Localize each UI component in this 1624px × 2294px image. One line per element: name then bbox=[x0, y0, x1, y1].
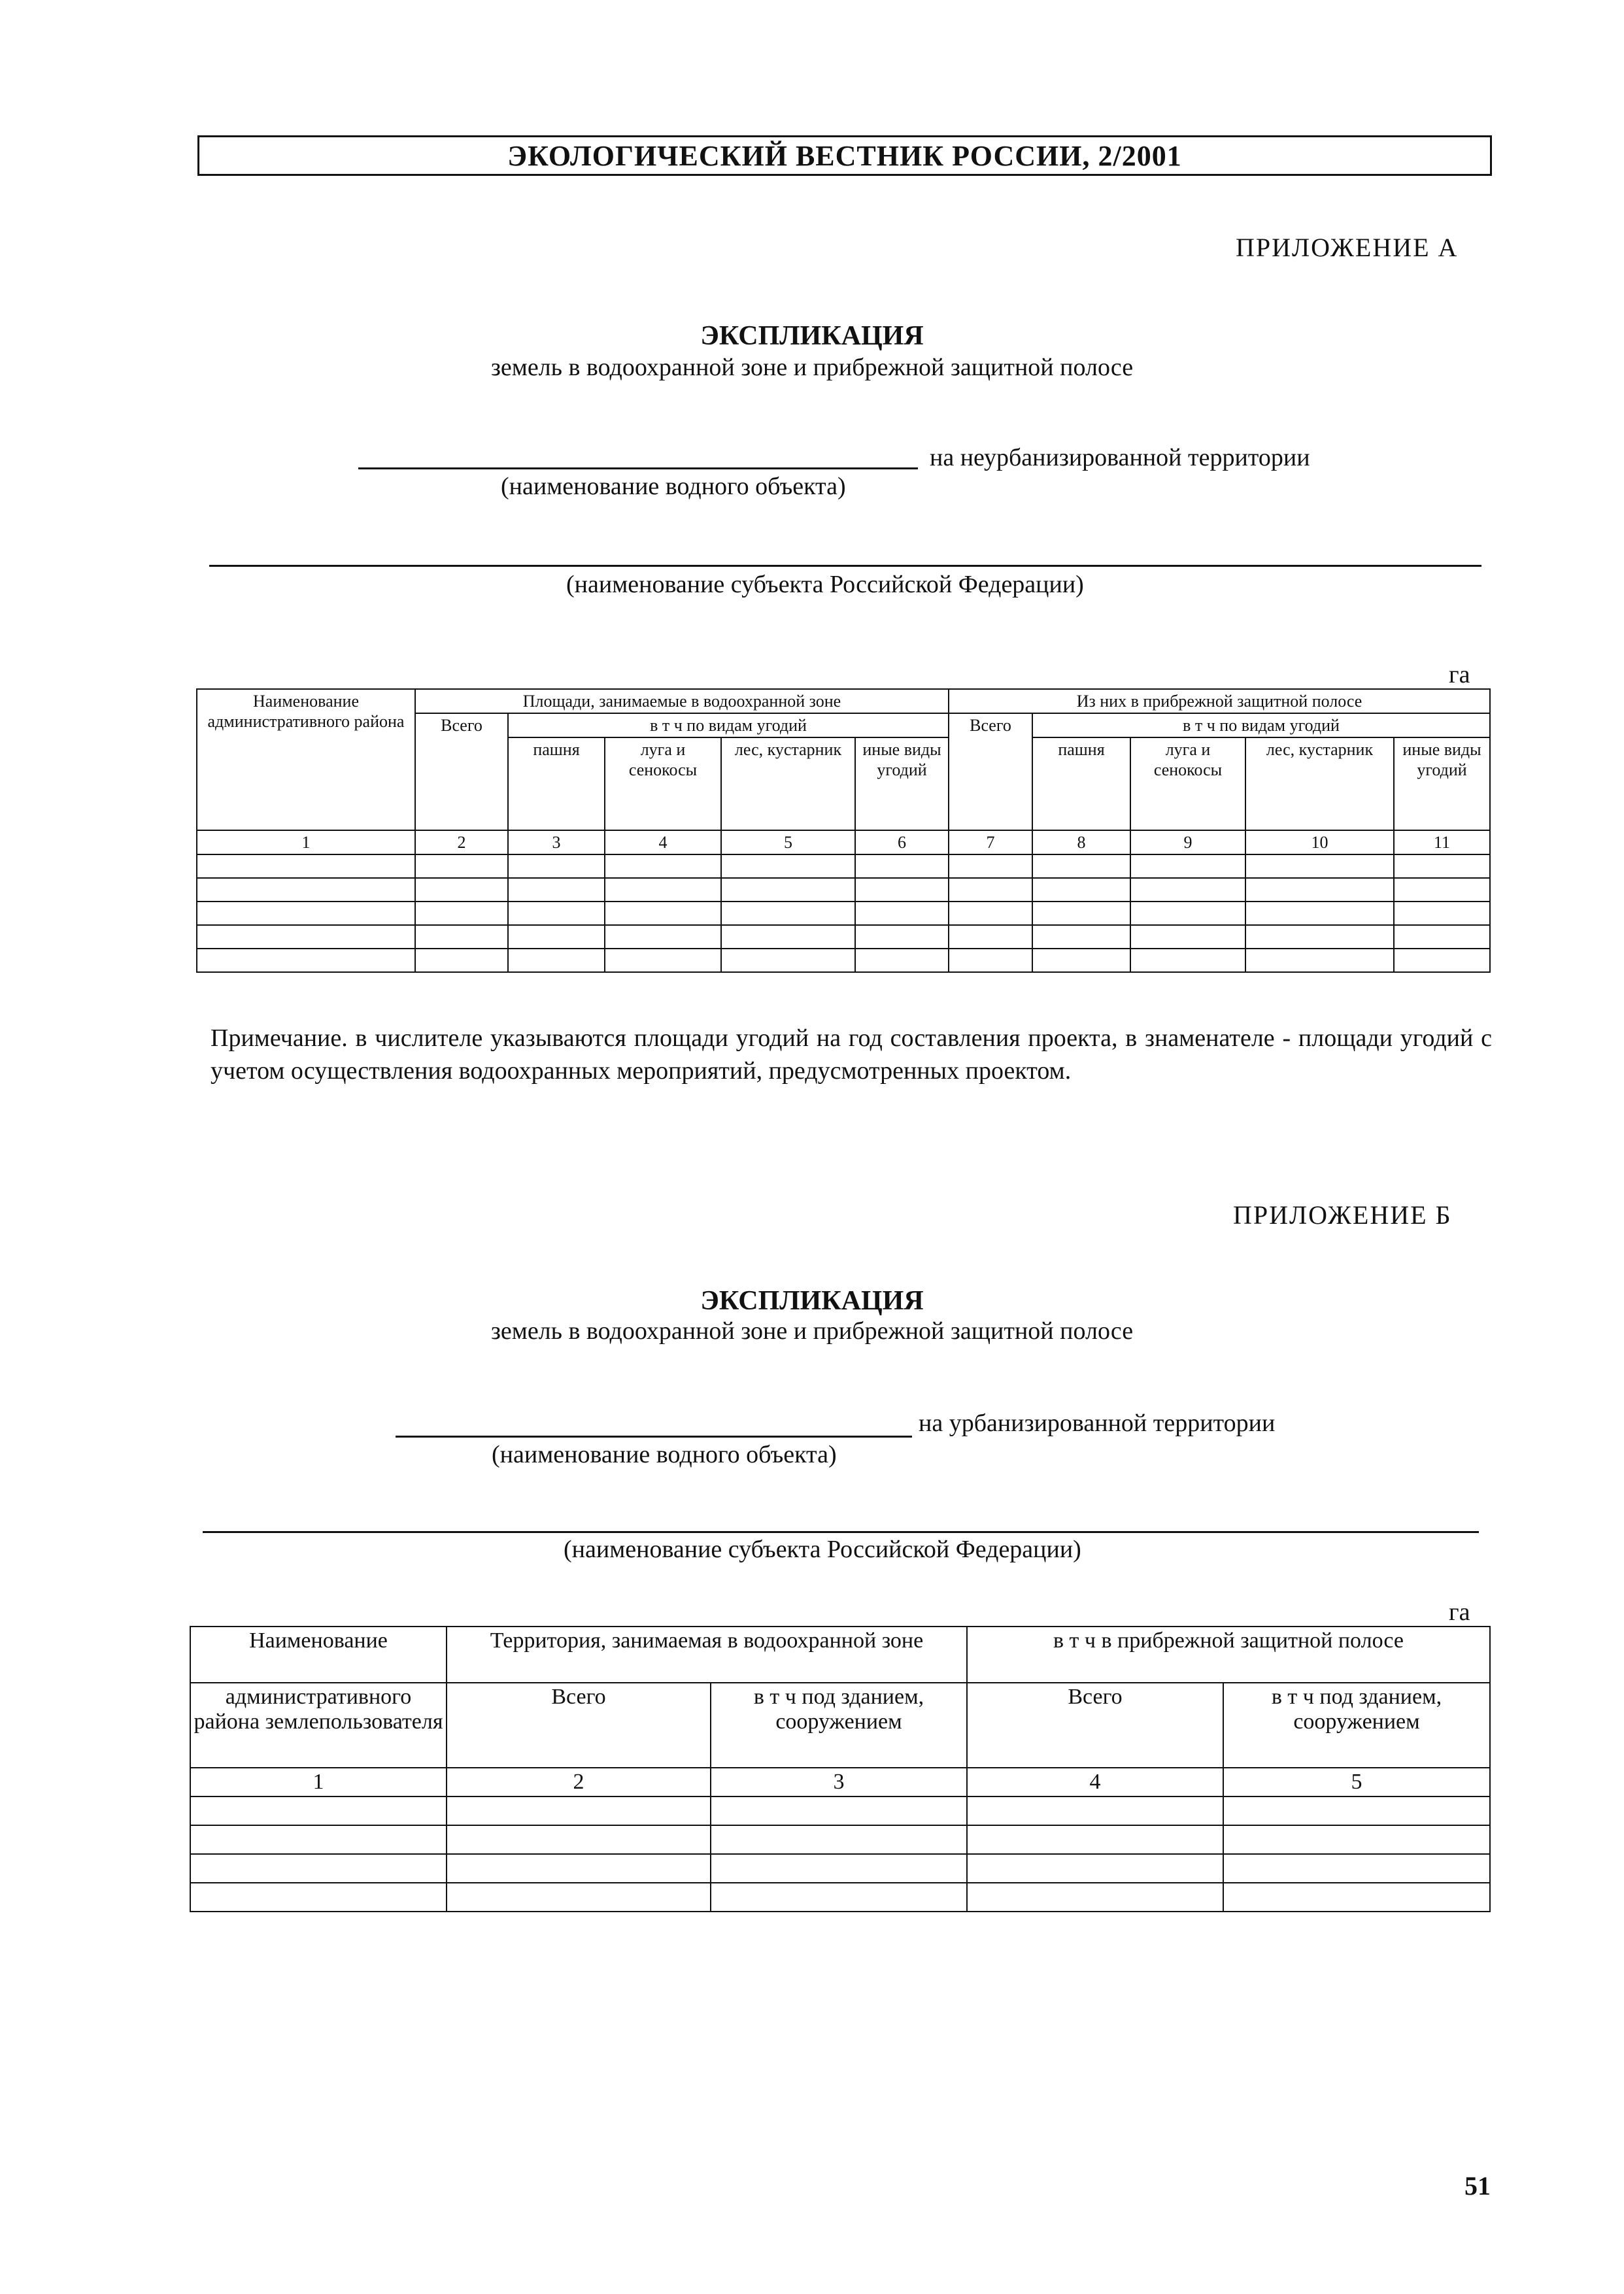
strip-total-header: Всего bbox=[949, 713, 1032, 830]
col-name-header: Наименование bbox=[190, 1627, 447, 1683]
col-number: 5 bbox=[1223, 1768, 1490, 1796]
subject-caption: (наименование субъекта Российской Федерации) bbox=[566, 571, 1084, 598]
zone-by-type-header: в т ч по видам угодий bbox=[508, 713, 949, 737]
note-paragraph: Примечание. в числителе указываются площади угодий на год составления проекта, в знаменателе - площади угодий с учетом осуществления водоохранных мероприятий, предусмотренных проектом. bbox=[211, 1024, 1492, 1085]
page-number: 51 bbox=[1464, 2171, 1491, 2201]
water-object-caption: (наименование водного объекта) bbox=[492, 1441, 837, 1468]
col-number: 1 bbox=[197, 830, 415, 854]
unit-label: га bbox=[1449, 661, 1470, 688]
strip-total-header: Всего bbox=[967, 1683, 1223, 1768]
appendix-b-title: ЭКСПЛИКАЦИЯ bbox=[700, 1286, 924, 1316]
zone-forest-header: лес, кустарник bbox=[721, 737, 855, 830]
appendix-b-subtitle: земель в водоохранной зоне и прибрежной защитной полосе bbox=[490, 1317, 1134, 1345]
table-row bbox=[190, 1825, 1490, 1854]
group-strip-header: Из них в прибрежной защитной полосе bbox=[949, 689, 1490, 713]
zone-meadows-header: луга и сенокосы bbox=[605, 737, 721, 830]
col-number: 2 bbox=[447, 1768, 711, 1796]
appendix-b-label: ПРИЛОЖЕНИЕ Б bbox=[1233, 1200, 1452, 1230]
zone-other-header: иные виды угодий bbox=[855, 737, 949, 830]
water-object-blank-line bbox=[396, 1436, 912, 1438]
group-zone-header: Территория, занимаемая в водоохранной зоне bbox=[447, 1627, 967, 1683]
strip-other-header: иные виды угодий bbox=[1394, 737, 1490, 830]
col-number: 1 bbox=[190, 1768, 447, 1796]
col-number: 9 bbox=[1130, 830, 1245, 854]
strip-by-type-header: в т ч по видам угодий bbox=[1032, 713, 1490, 737]
explication-table-b bbox=[190, 1626, 1491, 1912]
col-number: 8 bbox=[1032, 830, 1130, 854]
table-row bbox=[197, 949, 1490, 972]
table-row bbox=[197, 878, 1490, 902]
zone-arable-header: пашня bbox=[508, 737, 605, 830]
water-object-blank-line bbox=[358, 467, 918, 469]
col-admin-district: Наименование административного района bbox=[197, 689, 415, 830]
strip-forest-header: лес, кустарник bbox=[1245, 737, 1394, 830]
explication-table-a bbox=[196, 688, 1491, 973]
group-strip-header: в т ч в прибрежной защитной полосе bbox=[967, 1627, 1490, 1683]
col-number: 3 bbox=[508, 830, 605, 854]
appendix-a-title: ЭКСПЛИКАЦИЯ bbox=[700, 321, 924, 351]
strip-buildings-header: в т ч под зданием, сооружением bbox=[1223, 1683, 1490, 1768]
table-row bbox=[190, 1796, 1490, 1825]
zone-total-header: Всего bbox=[447, 1683, 711, 1768]
col-number: 5 bbox=[721, 830, 855, 854]
table-row bbox=[190, 1854, 1490, 1883]
water-object-caption: (наименование водного объекта) bbox=[501, 473, 846, 500]
col-number: 2 bbox=[415, 830, 508, 854]
table-row bbox=[197, 902, 1490, 925]
col-number: 7 bbox=[949, 830, 1032, 854]
col-number: 4 bbox=[605, 830, 721, 854]
unit-label: га bbox=[1449, 1598, 1470, 1626]
col-number: 11 bbox=[1394, 830, 1490, 854]
col-number: 6 bbox=[855, 830, 949, 854]
subject-blank-line bbox=[209, 565, 1481, 567]
journal-header: ЭКОЛОГИЧЕСКИЙ ВЕСТНИК РОССИИ, 2/2001 bbox=[197, 135, 1492, 176]
strip-arable-header: пашня bbox=[1032, 737, 1130, 830]
appendix-a-label: ПРИЛОЖЕНИЕ А bbox=[1236, 233, 1459, 262]
table-row bbox=[197, 854, 1490, 878]
col-number: 4 bbox=[967, 1768, 1223, 1796]
group-zone-header: Площади, занимаемые в водоохранной зоне bbox=[415, 689, 949, 713]
zone-buildings-header: в т ч под зданием, сооружением bbox=[711, 1683, 967, 1768]
strip-meadows-header: луга и сенокосы bbox=[1130, 737, 1245, 830]
table-row bbox=[190, 1883, 1490, 1912]
territory-text: на урбанизированной территории bbox=[919, 1409, 1276, 1437]
subject-caption: (наименование субъекта Российской Федерации) bbox=[564, 1536, 1081, 1563]
appendix-a-subtitle: земель в водоохранной зоне и прибрежной защитной полосе bbox=[490, 354, 1134, 381]
col-number: 3 bbox=[711, 1768, 967, 1796]
subject-blank-line bbox=[203, 1531, 1479, 1533]
zone-total-header: Всего bbox=[415, 713, 508, 830]
col-name-subheader: административного района землепользователя bbox=[190, 1683, 447, 1768]
territory-text: на неурбанизированной территории bbox=[930, 444, 1310, 471]
col-number: 10 bbox=[1245, 830, 1394, 854]
table-row bbox=[197, 925, 1490, 949]
